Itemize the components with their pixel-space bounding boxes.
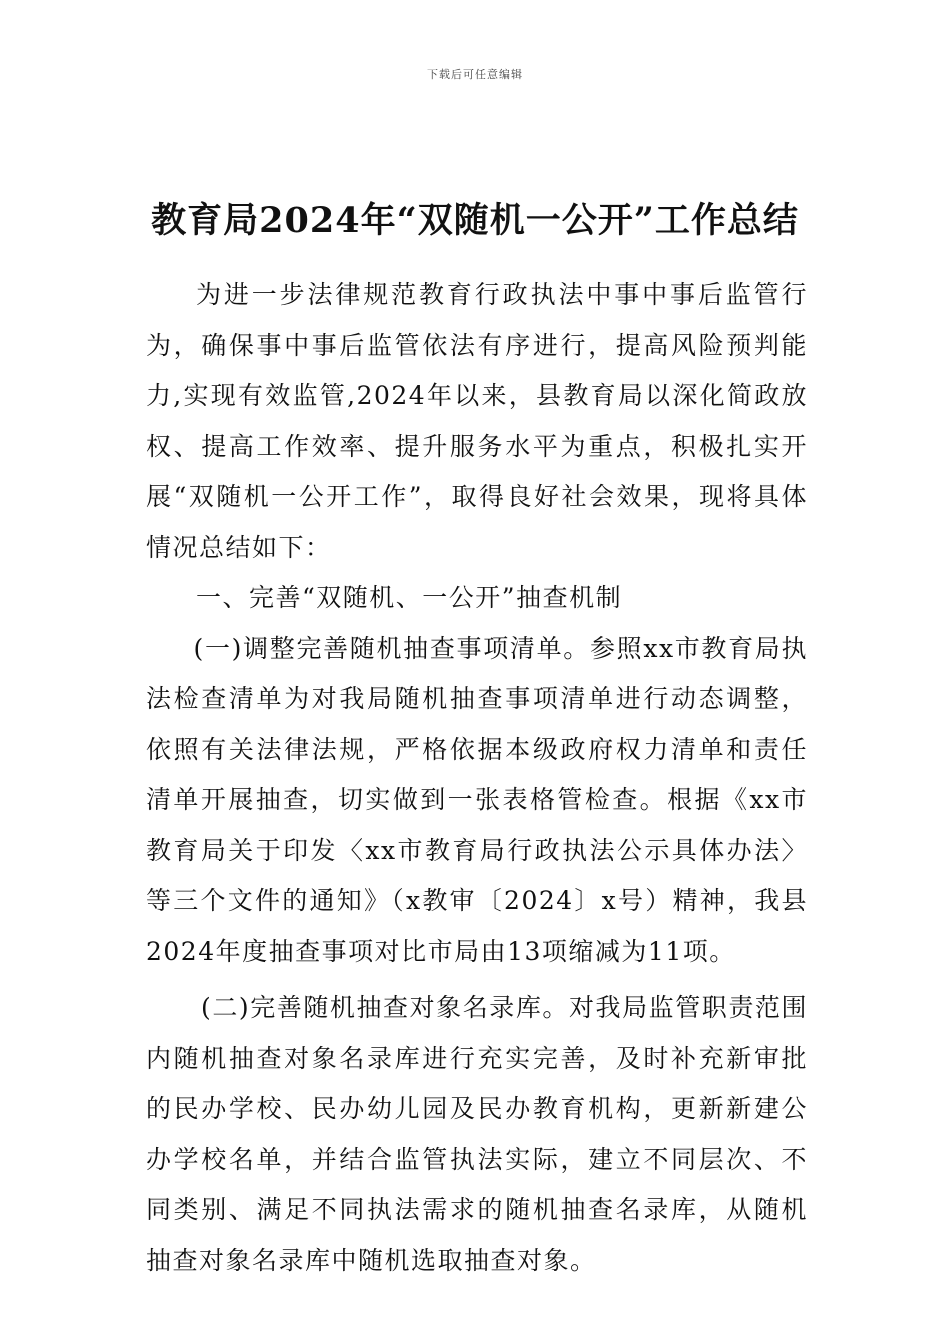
document-title: 教育局2024年“双随机一公开”工作总结 <box>151 200 799 242</box>
subsection-paragraph-2: (二)完善随机抽查对象名录库。对我局监管职责范围内随机抽查对象名录库进行充实完善，及时补充新审批的民办学校、民办幼儿园及民办教育机构，更新新建公办学校名单，并结合监管执法实际，建立不同层次、不同类别、满足不同执法需求的随机抽查名录库，从随机抽查对象名录库中随机选取抽查对象。 <box>146 993 808 1275</box>
document-body <box>146 270 808 1286</box>
header-note: 下载后可任意编辑 <box>427 68 523 81</box>
intro-paragraph: 为进一步法律规范教育行政执法中事中事后监管行为，确保事中事后监管依法有序进行，提高风险预判能力,实现有效监管,2024年以来，县教育局以深化简政放权、提高工作效率、提升服务水平为重点，积极扎实开展“双随机一公开工作”，取得良好社会效果，现将具体情况总结如下： <box>146 280 808 562</box>
subsection-paragraph-1: (一)调整完善随机抽查事项清单。参照xx市教育局执法检查清单为对我局随机抽查事项清单进行动态调整，依照有关法律法规，严格依据本级政府权力清单和责任清单开展抽查，切实做到一张表格管检查。根据《xx市教育局关于印发〈xx市教育局行政执法公示具体办法〉等三个文件的通知》（x教审〔2024〕x号）精神，我县2024年度抽查事项对比市局由13项缩减为11项。 <box>146 633 808 966</box>
section-heading: 一、完善“双随机、一公开”抽查机制 <box>196 583 623 612</box>
